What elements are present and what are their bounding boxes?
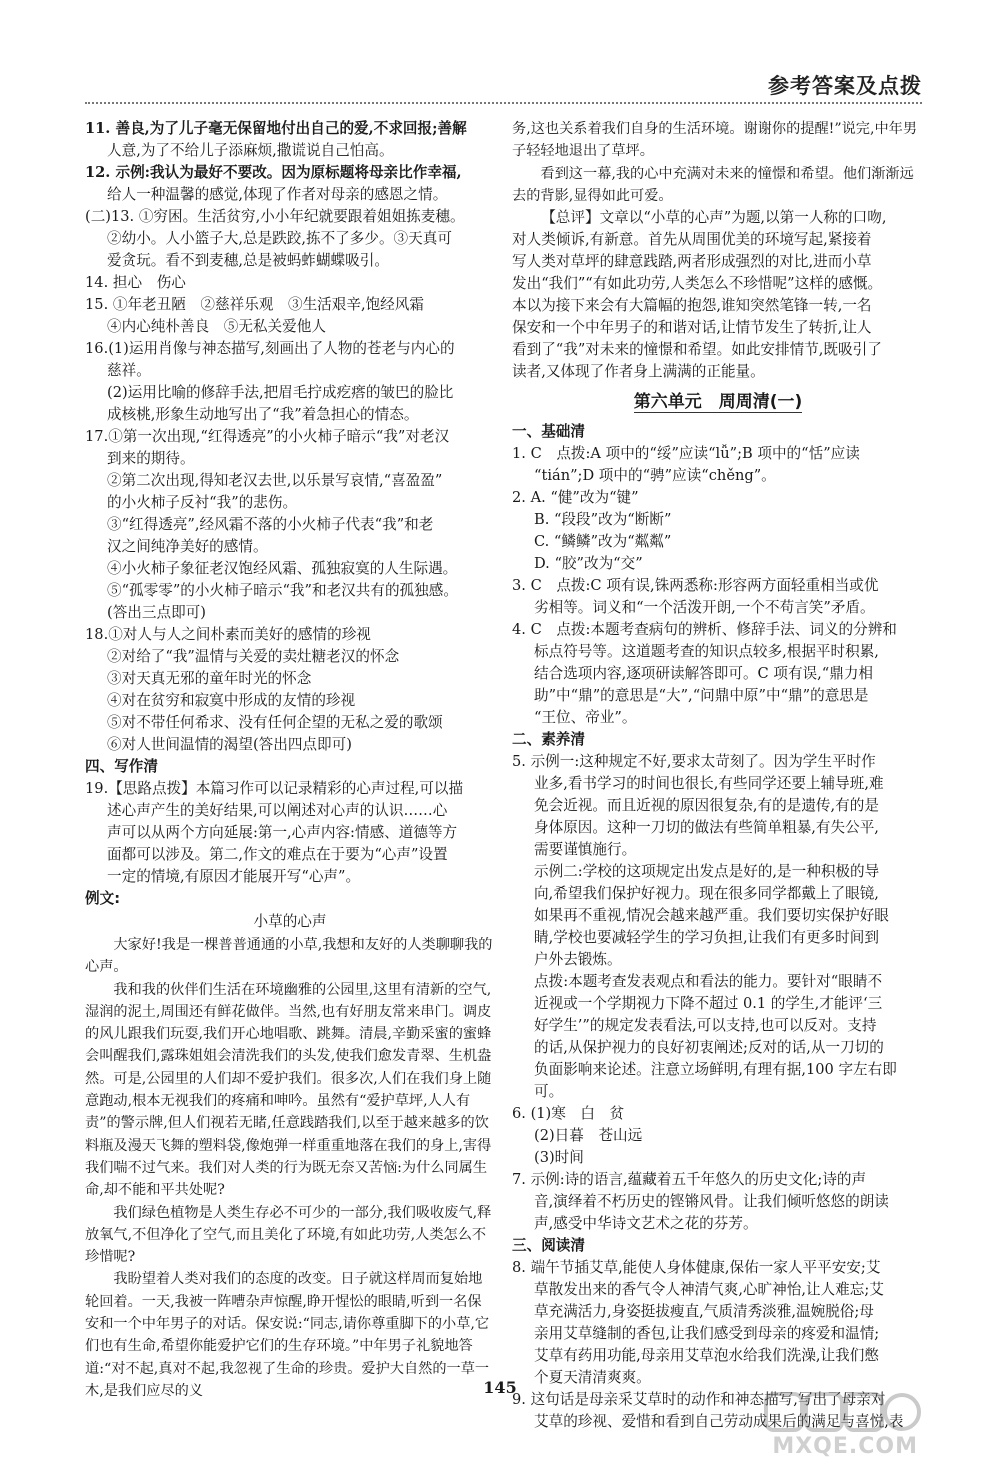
answer-17-cont: (答出三点即可) — [107, 604, 206, 621]
answer-6-cont: (2)日暮 苍山远 — [534, 1127, 643, 1145]
review-comment: 写人类对草坪的肆意践踏,两者形成强烈的对比,进而小草 — [512, 253, 872, 271]
page-header — [85, 68, 922, 104]
answer-11: 11. 善良,为了儿子毫无保留地付出自己的爱,不求回报;善解 — [85, 120, 467, 137]
essay-paragraph: 我盼望着人类对我们的态度的改变。日子就这样周而复始地轮回着。一天,我被一阵嘈杂声惊醒,睁开惺忪的眼睛,听到一名保安和一个中年男子的对话。保安说:“同志,请你尊重脚下的小草,它们也有生命,希望你能爱护它们的生存环境。”中年男子礼貌地答道:“对不起,真对不起,我忽视了生命的珍贵。爱护大自然的一草一木,是我们应尽的义 — [85, 1271, 490, 1399]
answer-4-cont: “王位、帝业”。 — [534, 709, 637, 727]
answer-6: 6. (1)寒 白 贫 — [512, 1105, 625, 1123]
left-column — [85, 118, 495, 1402]
answer-13: (二)13. ①穷困。生活贫穷,小小年纪就要跟着姐姐拣麦穗。 — [85, 208, 465, 225]
answer-18: 18.①对人与人之间朴素而美好的感情的珍视 — [85, 626, 371, 643]
answer-4: 4. C 点拨:本题考查病句的辨析、修辞手法、词义的分辨和 — [512, 621, 897, 639]
essay-body-continued — [512, 118, 924, 207]
unit-title-text: 第六单元 周周清(一) — [633, 392, 803, 413]
answer-4-cont: 标点符号等。这道题考查的知识点较多,根据平时积累, — [534, 643, 879, 661]
answer-17-cont: 到来的期待。 — [107, 450, 195, 467]
answer-12-cont: 给人一种温馨的感觉,体现了作者对母亲的感恩之情。 — [107, 186, 448, 203]
answer-8-cont: 亲用艾草缝制的香包,让我们感受到母亲的疼爱和温情; — [534, 1325, 880, 1343]
answer-19-cont: 述心声产生的美好结果,可以阐述对心声的认识……心 — [107, 802, 448, 819]
answer-3-cont: 劣相等。词义和“一个活泼开朗,一个不苟言笑”矛盾。 — [534, 599, 875, 617]
answer-5-cont: 的话,从保护视力的良好初衷阐述;反对的话,从一刀切的 — [534, 1039, 884, 1057]
review-comment: 对人类倾诉,有新意。首先从周围优美的环境写起,紧接着 — [512, 231, 872, 249]
answer-17-cont: 的小火柿子反衬“我”的悲伤。 — [107, 494, 298, 511]
watermark-text: MXQE.COM — [772, 1434, 918, 1459]
answer-19-cont: 声可以从两个方向延展:第一,心声内容:情感、道德等方 — [107, 824, 458, 841]
answer-5-cont: 业多,看书学习的时间也很长,有些同学还要上辅导班,难 — [534, 775, 884, 793]
answer-9: 9. 这句话是母亲采艾草时的动作和神态描写,写出了母亲对 — [512, 1391, 886, 1409]
answer-11-cont: 人意,为了不给儿子添麻烦,撒谎说自己怕高。 — [107, 142, 394, 159]
answer-5-cont: 好学生’”的规定发表看法,可以支持,也可以反对。支持 — [534, 1017, 877, 1035]
review-comment: 【总评】文章以“小草的心声”为题,以第一人称的口吻, — [541, 209, 887, 227]
answer-17-cont: ③“红得透亮”,经风霜不落的小火柿子代表“我”和老 — [107, 516, 434, 533]
essay-paragraph: 我们绿色植物是人类生存必不可少的一部分,我们吸收废气,释放氧气,不但净化了空气,而且美化了环境,有如此功劳,人类怎么不珍惜呢? — [85, 1204, 492, 1266]
answer-19-cont: 一定的情境,有原因才能展开写“心声”。 — [107, 868, 361, 885]
section-heading: 二、素养清 — [512, 731, 585, 749]
answer-16-part2: (2)运用比喻的修辞手法,把眉毛拧成疙瘩的皱巴的脸比 — [107, 384, 454, 401]
answer-7: 7. 示例:诗的语言,蕴藏着五千年悠久的历史文化;诗的声 — [512, 1171, 867, 1189]
answer-18-cont: ④对在贫穷和寂寞中形成的友情的珍视 — [107, 692, 356, 709]
answer-5-cont: 负面影响来论述。注意立场鲜明,有理有据,100 字左右即可。 — [534, 1061, 897, 1101]
essay-paragraph: 我和我的伙伴们生活在环境幽雅的公园里,这里有清新的空气,湿润的泥土,周围还有鲜花做伴。当然,也有好朋友常来串门。调皮的风儿跟我们玩耍,我们开心地唱歌、跳舞。清晨,辛勤采蜜的蜜蜂会叫醒我们,露珠姐姐会清洗我们的头发,使我们愈发青翠、生机盎然。可是,公园里的人们却不爱护我们。很多次,人们在我们身上随意跑动,根本无视我们的疼痛和呻吟。虽然有“爱护草坪,人人有责”的警示牌,但人们视若无睹,任意践踏我们,以至于越来越多的饮料瓶及漫天飞舞的塑料袋,像炮弹一样重重地落在我们的身上,害得我们喘不过气来。我们对人类的行为既无奈又苦恼:为什么同属生命,却不能和平共处呢? — [85, 981, 492, 1199]
answer-5-cont: 睛,学校也要减轻学生的学习负担,让我们有更多时间到 — [534, 929, 879, 947]
answer-18-cont: ⑤对不带任何希求、没有任何企望的无私之爱的歌颂 — [107, 714, 443, 731]
answer-9-cont: 艾草的珍视、爱惜和看到自己劳动成果后的满足与喜悦,表 — [534, 1413, 904, 1431]
answer-logo-icon — [762, 1390, 922, 1434]
review-comment: 本以为接下来会有大篇幅的抱怨,谁知突然笔锋一转,一名 — [512, 297, 872, 315]
answer-5-cont: 需要谨慎施行。 — [534, 841, 637, 859]
unit-title — [512, 389, 924, 413]
section-heading: 三、阅读清 — [512, 1237, 585, 1255]
answer-19-cont: 面都可以涉及。第二,作文的难点在于要为“心声”设置 — [107, 846, 448, 863]
header-title: 参考答案及点拨 — [768, 74, 922, 98]
header-divider — [85, 102, 922, 104]
answer-5-cont: 近视或一个学期视力下降不超过 0.1 的学生,才能评‘三 — [534, 995, 883, 1013]
answer-4-cont: 结合选项内容,逐项研读解答即可。C 项有误,“鼎力相 — [534, 665, 874, 683]
answer-6-cont: (3)时间 — [534, 1149, 584, 1167]
answer-18-cont: ②对给了“我”温情与关爱的卖灶糖老汉的怀念 — [107, 648, 400, 665]
answer-16-cont: 成核桃,形象生动地写出了“我”着急担心的情态。 — [107, 406, 419, 423]
answer-16: 16.(1)运用肖像与神态描写,刻画出了人物的苍老与内心的 — [85, 340, 455, 357]
answer-17-cont: ②第二次出现,得知老汉去世,以乐景写哀情,“喜盈盈” — [107, 472, 443, 489]
answer-15: 15. ①年老丑陋 ②慈祥乐观 ③生活艰辛,饱经风霜 — [85, 296, 424, 313]
answer-18-cont: ⑥对人世间温情的渴望(答出四点即可) — [107, 736, 352, 753]
answer-5-example2: 示例二:学校的这项规定出发点是好的,是一种积极的导 — [534, 863, 880, 881]
answer-5-cont: 向,希望我们保护好视力。现在很多同学都戴上了眼镜, — [534, 885, 879, 903]
section-heading: 一、基础清 — [512, 423, 585, 441]
answer-3: 3. C 点拨:C 项有误,铢两悉称:形容两方面轻重相当或优 — [512, 577, 879, 595]
answer-2: 2. A. “健”改为“键” — [512, 489, 639, 507]
answer-19: 19.【思路点拨】本篇习作可以记录精彩的心声过程,可以描 — [85, 780, 464, 797]
answer-8-cont: 草散发出来的香气令人神清气爽,心旷神怡,让人难忘;艾 — [534, 1281, 884, 1299]
review-comment: 发出“我们”“有如此功劳,人类怎么不珍惜呢”这样的感慨。 — [512, 275, 883, 293]
review-comment: 保安和一个中年男子的和谐对话,让情节发生了转折,让人 — [512, 319, 872, 337]
answer-16-cont: 慈祥。 — [107, 362, 151, 379]
answer-17-cont: ④小火柿子象征老汉饱经风霜、孤独寂寞的人生际遇。 — [107, 560, 458, 577]
answer-5-cont: 户外去锻炼。 — [534, 951, 622, 969]
answer-12: 12. 示例:我认为最好不要改。因为原标题将母亲比作幸福, — [85, 164, 462, 181]
essay-paragraph: 务,这也关系着我们自身的生活环境。谢谢你的提醒!”说完,中年男子轻轻地退出了草坪。 — [512, 121, 918, 160]
answer-2-cont: D. “胶”改为“交” — [534, 555, 643, 573]
answer-8-cont: 草充满活力,身姿挺拔瘦直,气质清秀淡雅,温婉脱俗;母 — [534, 1303, 874, 1321]
answer-8-cont: 艾草有药用功能,母亲用艾草泡水给我们洗澡,让我们憋 — [534, 1347, 879, 1365]
answer-18-cont: ③对天真无邪的童年时光的怀念 — [107, 670, 312, 687]
answer-14: 14. 担心 伤心 — [85, 274, 186, 291]
answer-4-cont: 助”中“鼎”的意思是“大”,“问鼎中原”中“鼎”的意思是 — [534, 687, 869, 705]
answer-17: 17.①第一次出现,“红得透亮”的小火柿子暗示“我”对老汉 — [85, 428, 450, 445]
answer-1-cont: “tián”;D 项中的“骋”应读“chěng”。 — [534, 467, 776, 485]
section-heading: 四、写作清 — [85, 758, 158, 775]
essay-title: 小草的心声 — [253, 913, 327, 930]
page-number: 145 — [483, 1378, 517, 1397]
essay-paragraph: 看到这一幕,我的心中充满对未来的憧憬和希望。他们渐渐远去的背影,显得如此可爱。 — [512, 165, 914, 204]
answer-2-cont: B. “段段”改为“断断” — [534, 511, 672, 529]
answer-5-cont: 身体原因。这种一刀切的做法有些简单粗暴,有失公平, — [534, 819, 879, 837]
answer-2-cont: C. “鳞鳞”改为“粼粼” — [534, 533, 672, 551]
answer-5-cont: 如果再不重视,情况会越来越严重。我们要切实保护好眼 — [534, 907, 889, 925]
answer-15-cont: ④内心纯朴善良 ⑤无私关爱他人 — [107, 318, 326, 335]
answer-13-cont: ②幼小。人小篮子大,总是跌跤,拣不了多少。③天真可 — [107, 230, 452, 247]
answer-5: 5. 示例一:这种规定不好,要求太苛刻了。因为学生平时作 — [512, 753, 876, 771]
watermark-logo — [762, 1390, 922, 1462]
answer-5-tip: 点拨:本题考查发表观点和看法的能力。要针对“眼睛不 — [534, 973, 883, 991]
answer-5-cont: 免会近视。而且近视的原因很复杂,有的是遗传,有的是 — [534, 797, 879, 815]
answer-1: 1. C 点拨:A 项中的“绥”应读“lǚ”;B 项中的“恬”应读 — [512, 445, 860, 463]
essay-paragraph: 大家好!我是一棵普普通通的小草,我想和友好的人类聊聊我的心声。 — [85, 937, 493, 976]
review-comment: 看到了“我”对未来的憧憬和希望。如此安排情节,既吸引了 — [512, 341, 882, 359]
right-column — [512, 118, 924, 1433]
essay-body — [85, 934, 495, 1402]
answer-8-cont: 个夏天清清爽爽。 — [534, 1369, 651, 1387]
review-comment: 读者,又体现了作者身上满满的正能量。 — [512, 363, 765, 381]
answer-7-cont: 声,感受中华诗文艺术之花的芬芳。 — [534, 1215, 758, 1233]
example-label: 例文: — [85, 890, 121, 907]
answer-17-cont: ⑤“孤零零”的小火柿子暗示“我”和老汉共有的孤独感。 — [107, 582, 458, 599]
answer-13-cont: 爱贪玩。看不到麦穗,总是被蚂蚱蝴蝶吸引。 — [107, 252, 389, 269]
answer-7-cont: 音,演绎着不朽历史的铿锵风骨。让我们倾听悠悠的朗读 — [534, 1193, 889, 1211]
answer-17-cont: 汉之间纯净美好的感情。 — [107, 538, 268, 555]
answer-8: 8. 端午节插艾草,能使人身体健康,保佑一家人平平安安;艾 — [512, 1259, 881, 1277]
